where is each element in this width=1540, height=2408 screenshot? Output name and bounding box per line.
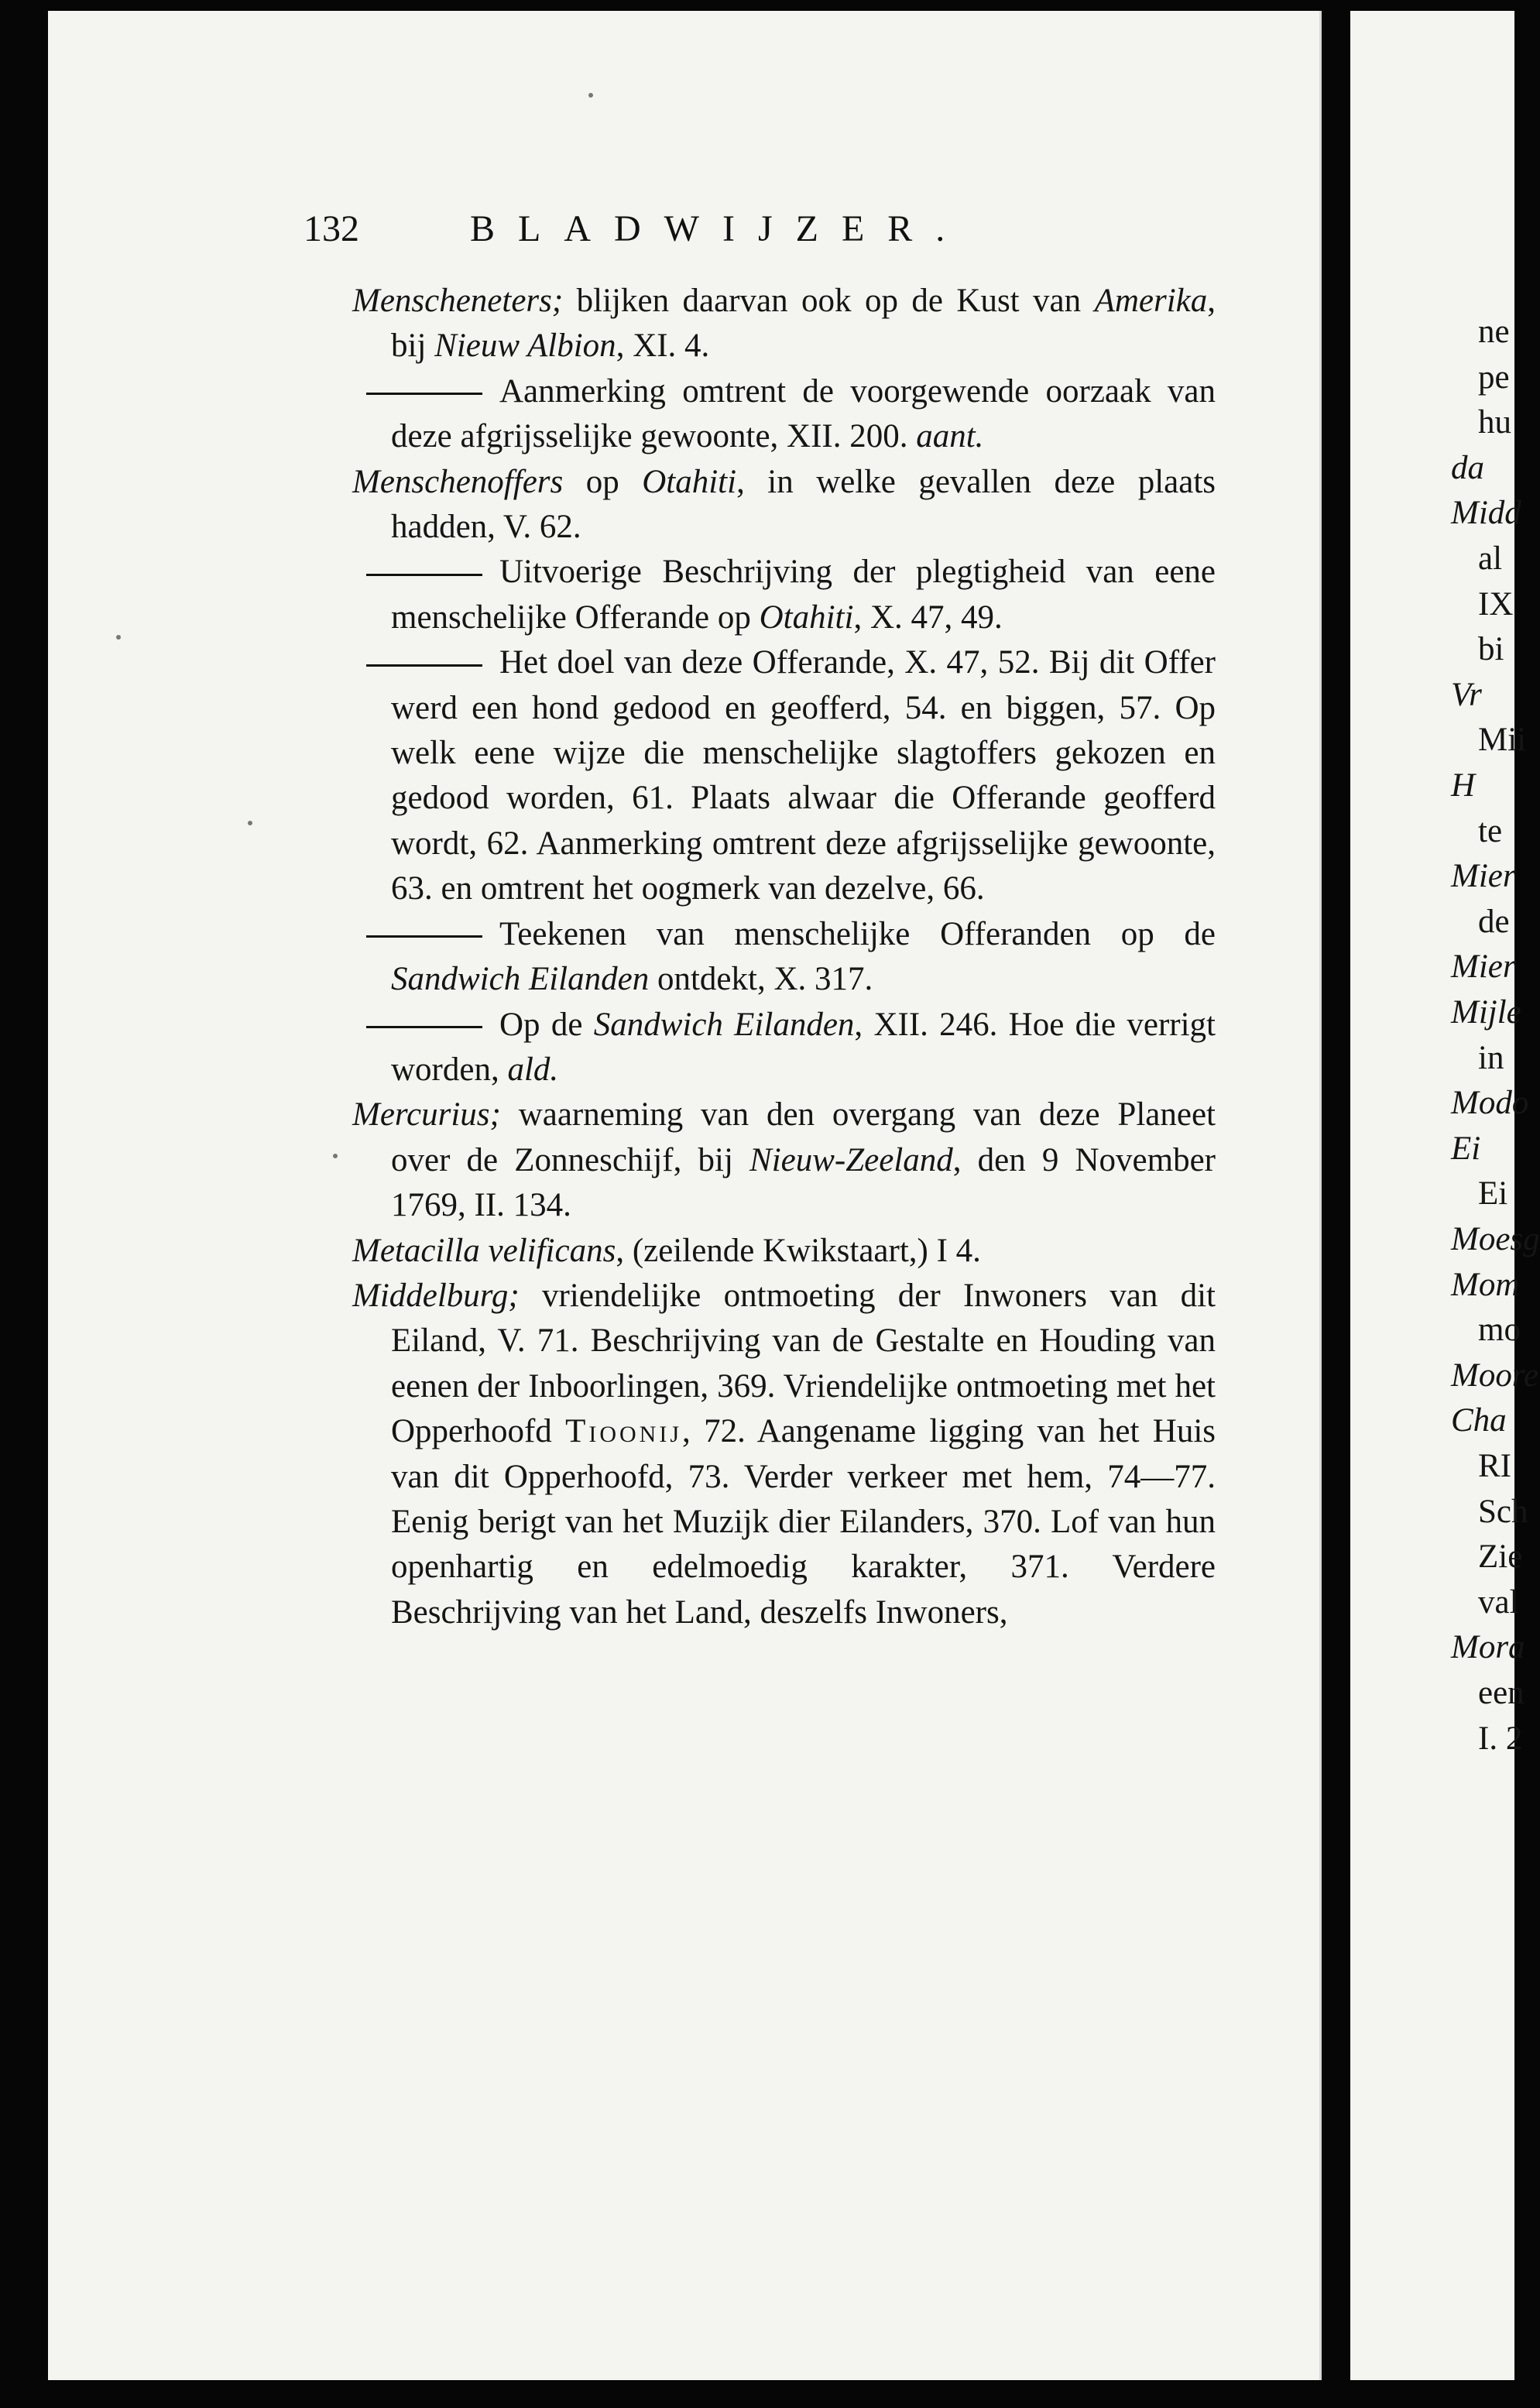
facing-fragment: Mier (1451, 858, 1516, 895)
facing-fragment: Mora (1451, 1629, 1525, 1666)
entry-heading: Mercurius; (352, 1096, 501, 1134)
entry-heading: Menschenoffers (352, 463, 564, 500)
facing-fragment: Ei (1451, 1130, 1481, 1167)
facing-fragment: mo (1478, 1312, 1521, 1349)
repeat-dash (366, 574, 482, 576)
facing-fragment: Midd (1451, 495, 1521, 532)
index-entry (352, 550, 1216, 640)
entry-part: , X. 47, 49. (853, 599, 1003, 636)
entry-heading: Middelburg; (352, 1277, 520, 1314)
entry-heading: Metacilla velificans (352, 1232, 616, 1269)
entry-part: Nieuw-Zeeland (749, 1141, 953, 1178)
facing-fragment: bi (1478, 631, 1504, 668)
entry-text: Teekenen van menschelijke Offeranden op de (499, 915, 1216, 952)
entry-text: Aanmerking omtrent de voorgewende oorzaak van deze afgrijsselijke gewoonte, XII. 200. (391, 372, 1216, 455)
repeat-dash (366, 393, 482, 395)
index-entry (352, 279, 1216, 369)
facing-fragment: Ei (1478, 1175, 1508, 1213)
entry-part: , den 9 November 1769, II. 134. (391, 1141, 1216, 1224)
entry-part: Otahiti (759, 599, 854, 636)
facing-fragment: RI (1478, 1448, 1511, 1484)
index-entry (352, 1093, 1216, 1228)
facing-fragment: de (1478, 903, 1510, 940)
repeat-dash (366, 1026, 482, 1028)
entry-text: op (563, 463, 643, 500)
facing-fragment: pe (1478, 358, 1510, 396)
facing-page (1350, 11, 1540, 2380)
facing-fragment: een (1478, 1675, 1525, 1711)
running-title: BLADWIJZER. (470, 208, 969, 249)
facing-fragment: val (1478, 1583, 1519, 1621)
entry-text: Het doel van deze Offerande, X. 47, 52. Bij dit Offer werd een hond gedood en geofferd, 54. en biggen, 57. Op welk eene wijze die menschelijke slagtoffers gekozen en gedood worden, 61. Plaats alwaar die Offerande geofferd wordt, 62. Aanmerking omtrent deze afgrijsselijke gewoonte, 63. en omtrent het oogmerk van dezelve, 66. (391, 644, 1216, 907)
facing-fragment: al (1478, 540, 1503, 577)
entry-part: ald. (507, 1051, 559, 1088)
index-entry (352, 460, 1216, 551)
facing-fragment: I. 2 (1478, 1720, 1523, 1757)
facing-fragment: Vr (1451, 676, 1482, 713)
facing-fragment: IX (1478, 585, 1514, 623)
facing-fragment: Moore (1451, 1357, 1539, 1394)
entry-part: , in welke gevallen deze plaats hadden, V. 62. (391, 463, 1216, 546)
page-number: 132 (304, 208, 359, 249)
entry-part: Nieuw Albion (434, 328, 616, 365)
facing-fragment: H (1451, 767, 1476, 804)
entry-part: Tioonij (565, 1413, 683, 1450)
facing-fragment: te (1478, 812, 1503, 849)
index-entry (352, 1003, 1216, 1093)
index-entry (352, 1229, 1216, 1274)
facing-fragment: Moesg (1451, 1221, 1540, 1257)
entry-part: , XI. 4. (616, 328, 710, 365)
speck (116, 635, 121, 640)
entry-part: Amerika (1094, 283, 1208, 319)
index-entries (352, 279, 1216, 1635)
entry-part: Sandwich Eilanden (593, 1006, 855, 1043)
facing-fragment: in (1478, 1039, 1504, 1076)
entry-text: blijken daarvan ook op de Kust van (563, 283, 1095, 319)
entry-text: vriendelijke ontmoeting der Inwoners van dit Eiland, V. 71. Beschrijving van de Gestalte en Houding van eenen der Inboorlingen, 369. Vriendelijke ontmoeting met het Opperhoofd (391, 1277, 1216, 1450)
facing-fragment: Mijle (1451, 994, 1521, 1031)
entry-part: , 72. Aangename ligging van het Huis van dit Opperhoofd, 73. Verder verkeer met hem, 74—77. Eenig berigt van het Muzijk dier Eilanders, 370. Lof van hun openhartig en edelmoedig karakter, 371. Verdere Beschrijving van het Land, deszelfs Inwoners, (391, 1413, 1216, 1631)
entry-text: , (zeilende Kwikstaart,) I 4. (616, 1232, 981, 1269)
entry-part: ontdekt, X. 317. (649, 961, 873, 998)
repeat-dash (366, 664, 482, 667)
speck (333, 1154, 338, 1158)
speck (588, 93, 593, 98)
facing-fragment: Mom (1451, 1266, 1520, 1303)
speck (248, 821, 252, 825)
entry-text: waarneming van den overgang van deze Planeet over de Zonneschijf, bij (391, 1096, 1216, 1178)
facing-fragment: ne (1478, 314, 1510, 350)
facing-fragment: Mii (1478, 722, 1527, 759)
facing-fragment: Mier (1451, 948, 1516, 986)
entry-heading: Menscheneters; (352, 283, 564, 319)
facing-fragment: Modo (1451, 1085, 1529, 1122)
entry-text: Op de (499, 1006, 594, 1043)
index-entry (352, 1274, 1216, 1635)
index-entry (352, 912, 1216, 1003)
facing-fragment: Cha (1451, 1402, 1507, 1439)
entry-part: Sandwich Eilanden (391, 961, 650, 998)
entry-part: , XII. 246. Hoe die verrigt worden, (391, 1006, 1216, 1088)
facing-fragment: hu (1478, 404, 1511, 441)
facing-fragment: Zie (1478, 1538, 1523, 1576)
entry-abbrev: aant. (916, 418, 984, 455)
entry-part: , bij (391, 283, 1216, 365)
index-entry (352, 640, 1216, 911)
entry-part: Otahiti (642, 463, 737, 500)
facing-fragment: Sch (1478, 1493, 1528, 1530)
entry-text: Uitvoerige Beschrijving der plegtigheid van eene menschelijke Offerande op (391, 554, 1216, 636)
repeat-dash (366, 935, 482, 938)
facing-fragment: da (1451, 449, 1484, 486)
index-entry (352, 369, 1216, 460)
